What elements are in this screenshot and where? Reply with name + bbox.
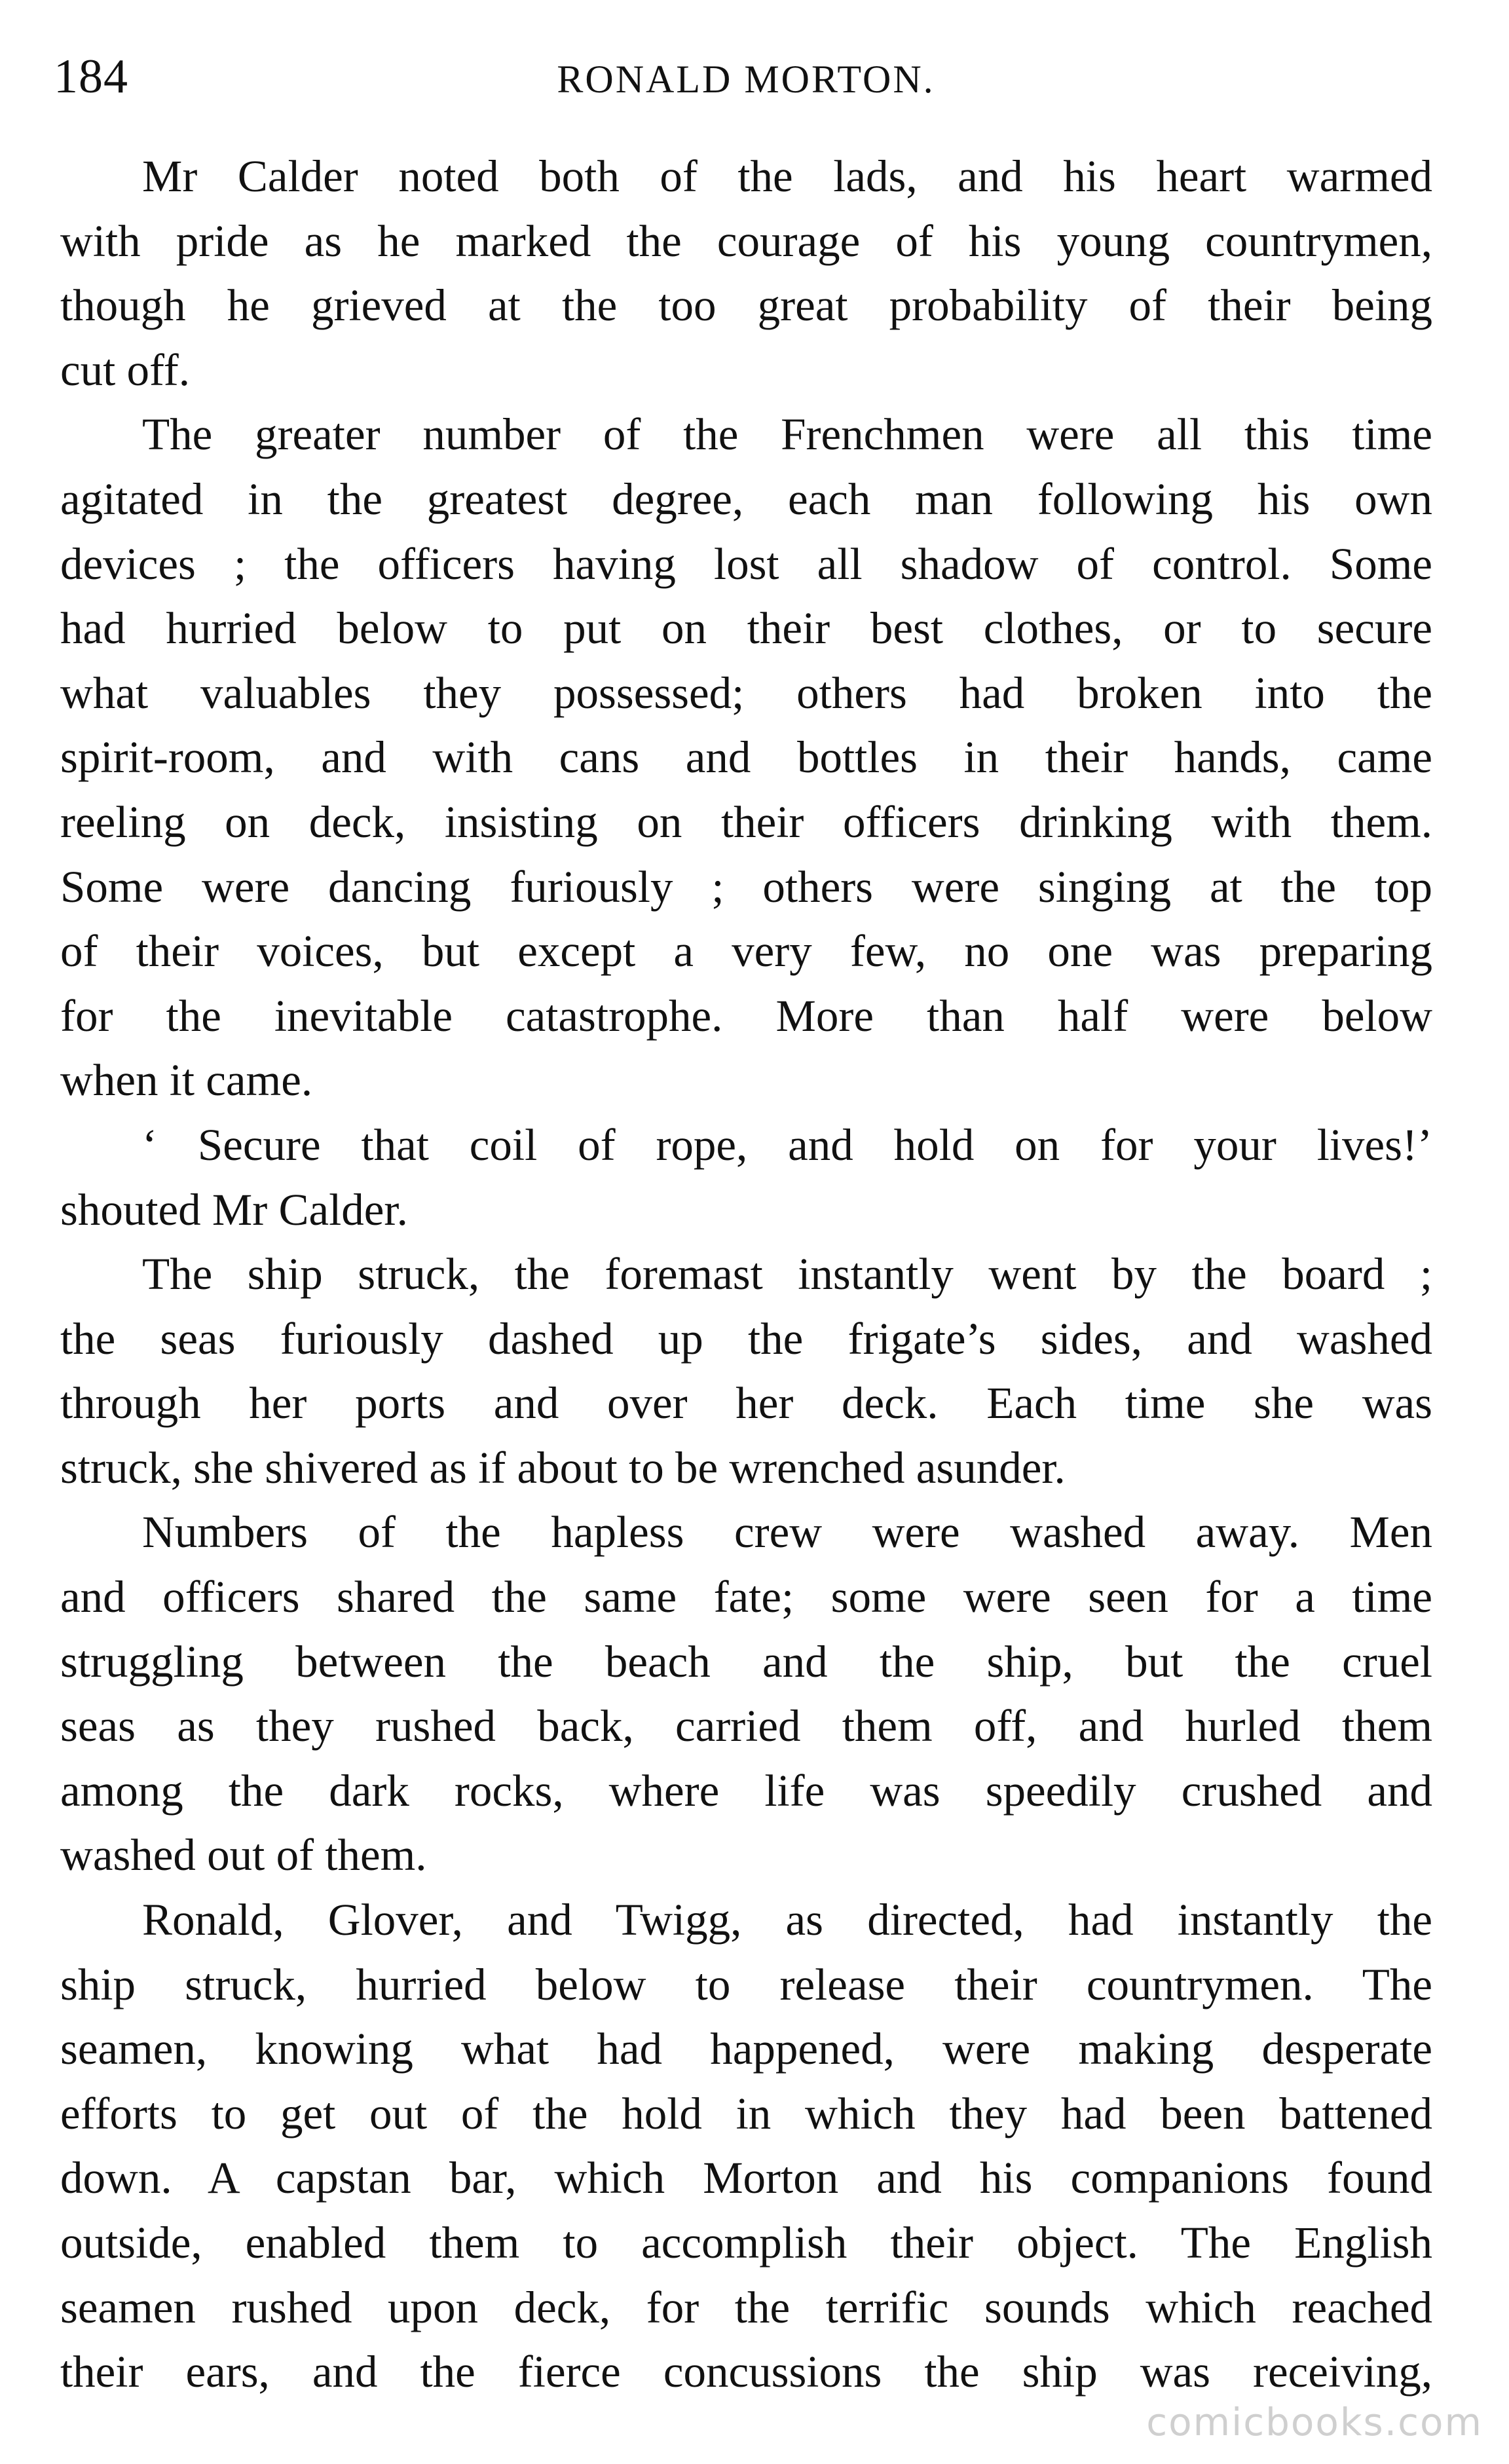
text-line: spirit-room, and with cans and bottles in their hands, came (60, 732, 1432, 783)
page-number: 184 (54, 50, 128, 103)
text-line: when it came. (60, 1055, 313, 1106)
text-line: what valuables they possessed; others had broken into the (60, 667, 1432, 718)
text-line: efforts to get out of the hold in which they had been battened (60, 2088, 1432, 2138)
text-line: of their voices, but except a very few, no one was preparing (60, 926, 1432, 977)
paragraph (60, 1113, 1432, 1242)
text-line: washed out of them. (60, 1830, 427, 1880)
paragraph (60, 1500, 1432, 1888)
text-line: ‘ Secure that coil of rope, and hold on for your lives!’ (142, 1119, 1432, 1170)
text-line: with pride as he marked the courage of his young countrymen, (60, 215, 1432, 266)
text-line: The greater number of the Frenchmen were all this time (142, 409, 1432, 460)
text-line: outside, enabled them to accomplish their object. The English (60, 2218, 1432, 2268)
text-line: cut off. (60, 345, 191, 395)
paragraph (60, 144, 1432, 402)
text-line: had hurried below to put on their best clothes, or to secure (60, 603, 1432, 654)
paragraph (60, 1242, 1432, 1500)
text-line: seamen rushed upon deck, for the terrific sounds which reached (60, 2282, 1432, 2332)
text-line: ship struck, hurried below to release their countrymen. The (60, 1959, 1432, 2009)
running-title: RONALD MORTON. (557, 58, 935, 101)
running-head (54, 41, 1438, 113)
text-line: for the inevitable catastrophe. More than half were below (60, 990, 1432, 1041)
paragraph (60, 1888, 1432, 2404)
text-line: The ship struck, the foremast instantly went by the board ; (142, 1249, 1432, 1299)
text-line: down. A capstan bar, which Morton and his companions found (60, 2153, 1432, 2203)
text-line: seas as they rushed back, carried them off, and hurled them (60, 1701, 1432, 1751)
text-line: agitated in the greatest degree, each man following his own (60, 474, 1432, 524)
text-line: struggling between the beach and the ship, but the cruel (60, 1636, 1432, 1687)
text-line: the seas furiously dashed up the frigate’s sides, and washed (60, 1313, 1432, 1364)
body-text (60, 144, 1432, 2404)
text-line: devices ; the officers having lost all shadow of control. Some (60, 538, 1432, 589)
paragraph (60, 402, 1432, 1113)
text-line: through her ports and over her deck. Each time she was (60, 1378, 1432, 1428)
text-line: Some were dancing furiously ; others were singing at the top (60, 861, 1432, 912)
watermark: comicbooks.com (1146, 2400, 1483, 2444)
text-line: seamen, knowing what had happened, were making desperate (60, 2024, 1432, 2074)
text-line: Ronald, Glover, and Twigg, as directed, had instantly the (142, 1895, 1432, 1945)
text-line: though he grieved at the too great probability of their being (60, 280, 1432, 331)
text-line: Mr Calder noted both of the lads, and his heart warmed (142, 151, 1432, 201)
text-line: among the dark rocks, where life was speedily crushed and (60, 1765, 1432, 1816)
text-line: Numbers of the hapless crew were washed away. Men (142, 1507, 1432, 1558)
text-line: reeling on deck, insisting on their officers drinking with them. (60, 796, 1432, 847)
text-line: struck, she shivered as if about to be wrenched asunder. (60, 1442, 1066, 1493)
text-line: and officers shared the same fate; some were seen for a time (60, 1572, 1432, 1622)
text-line: shouted Mr Calder. (60, 1184, 408, 1235)
text-line: their ears, and the fierce concussions the ship was receiving, (60, 2347, 1432, 2397)
